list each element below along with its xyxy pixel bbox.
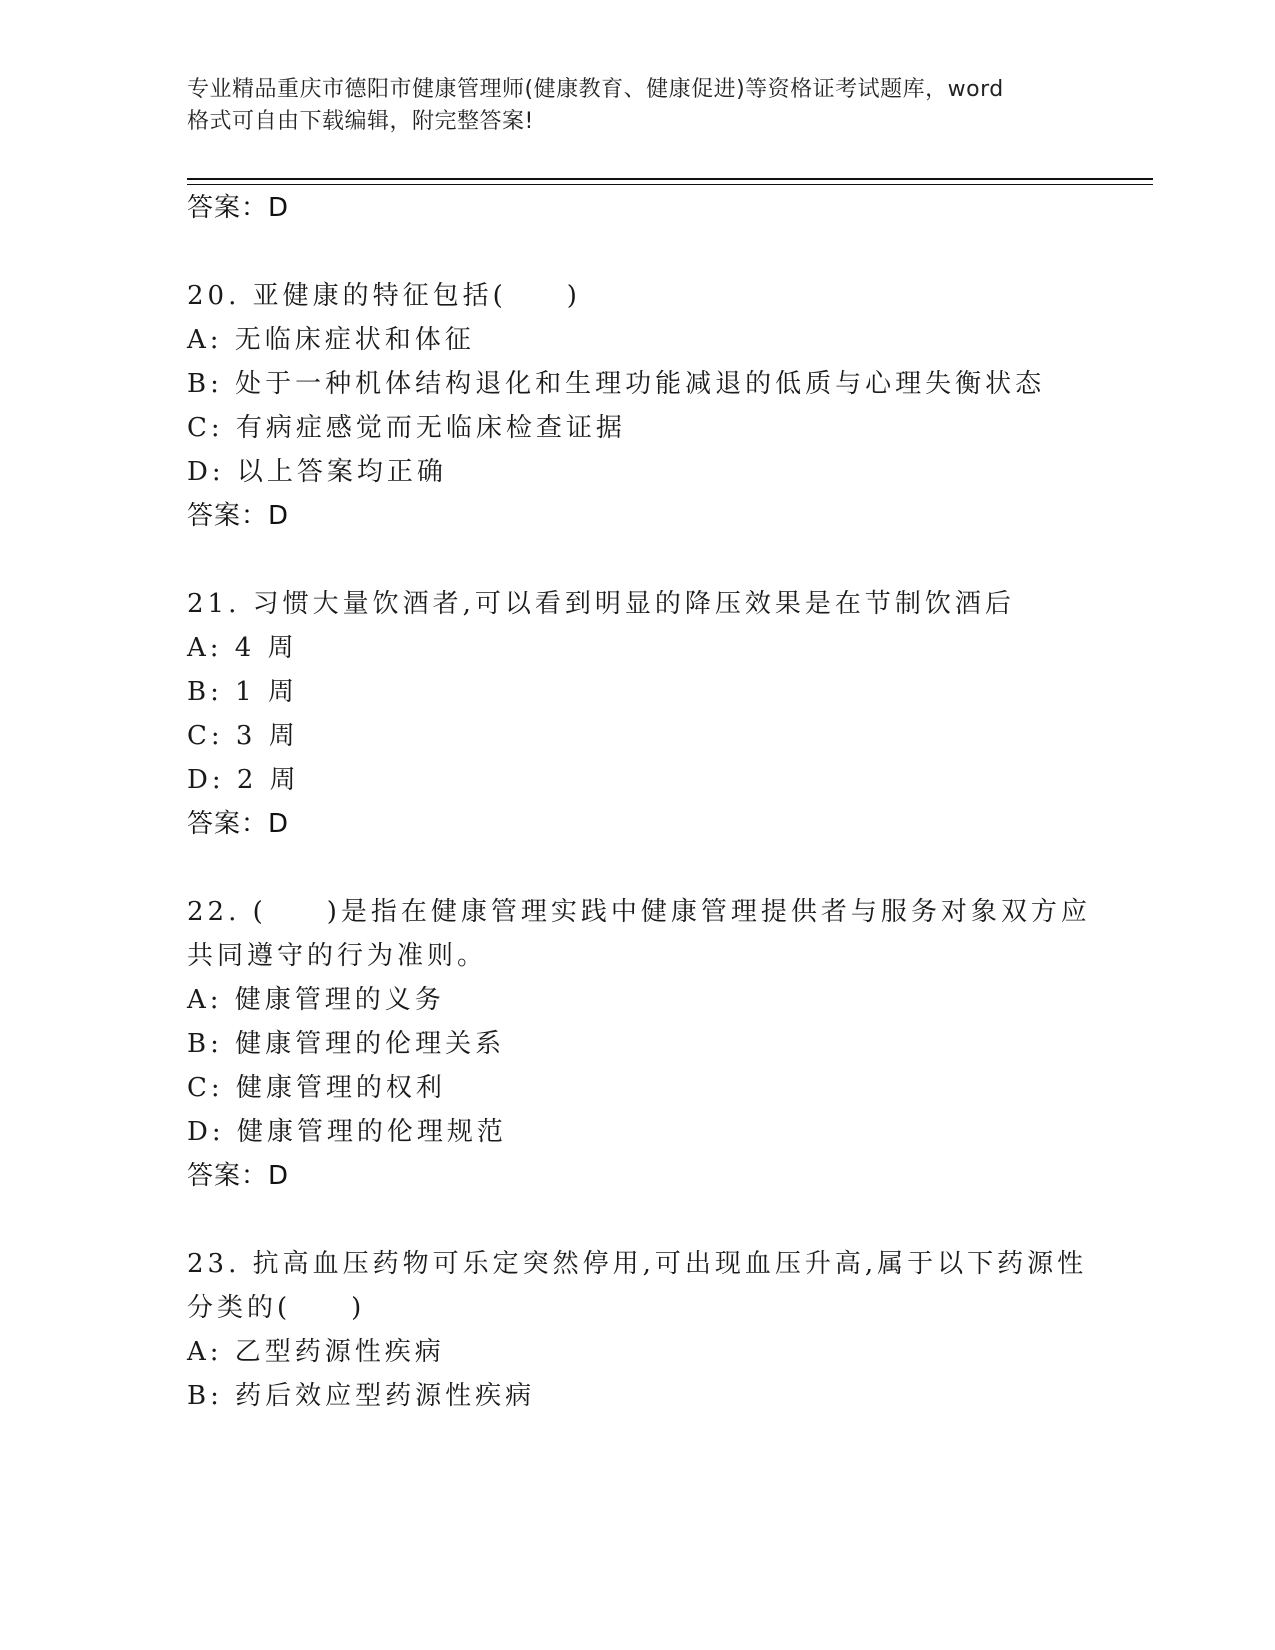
question-stem-line-2: 分类的( ) xyxy=(187,1293,366,1323)
option-d: D: 2 周 xyxy=(187,765,300,795)
question-stem-line-1: 23. 抗高血压药物可乐定突然停用,可出现血压升高,属于以下药源性 xyxy=(187,1249,1088,1279)
question-stem: 20. 亚健康的特征包括( ) xyxy=(187,281,581,311)
option-b: B: 健康管理的伦理关系 xyxy=(187,1029,506,1059)
header-rule-thick xyxy=(187,178,1153,180)
answer-19: 答案：D xyxy=(187,193,290,223)
option-b: B: 药后效应型药源性疾病 xyxy=(187,1381,536,1411)
option-b: B: 处于一种机体结构退化和生理功能减退的低质与心理失衡状态 xyxy=(187,369,1046,399)
option-a: A: 4 周 xyxy=(187,633,298,663)
answer-22: 答案：D xyxy=(187,1161,290,1191)
option-b: B: 1 周 xyxy=(187,677,298,707)
option-a: A: 乙型药源性疾病 xyxy=(187,1337,445,1367)
option-c: C: 3 周 xyxy=(187,721,299,751)
option-a: A: 无临床症状和体征 xyxy=(187,325,475,355)
header-rule-thin xyxy=(187,184,1153,185)
header-line-2: 格式可自由下载编辑，附完整答案! xyxy=(187,109,534,134)
option-c: C: 健康管理的权利 xyxy=(187,1073,446,1103)
option-c: C: 有病症感觉而无临床检查证据 xyxy=(187,413,626,443)
answer-21: 答案：D xyxy=(187,809,290,839)
question-stem-line-1: 22. ( )是指在健康管理实践中健康管理提供者与服务对象双方应 xyxy=(187,897,1091,927)
answer-20: 答案：D xyxy=(187,501,290,531)
option-d: D: 健康管理的伦理规范 xyxy=(187,1117,507,1147)
document-header xyxy=(187,74,1087,138)
question-stem: 21. 习惯大量饮酒者,可以看到明显的降压效果是在节制饮酒后 xyxy=(187,589,1015,619)
option-a: A: 健康管理的义务 xyxy=(187,985,445,1015)
option-d: D: 以上答案均正确 xyxy=(187,457,447,487)
question-stem-line-2: 共同遵守的行为准则。 xyxy=(187,941,488,971)
header-line-1: 专业精品重庆市德阳市健康管理师(健康教育、健康促进)等资格证考试题库，word xyxy=(187,77,1004,102)
